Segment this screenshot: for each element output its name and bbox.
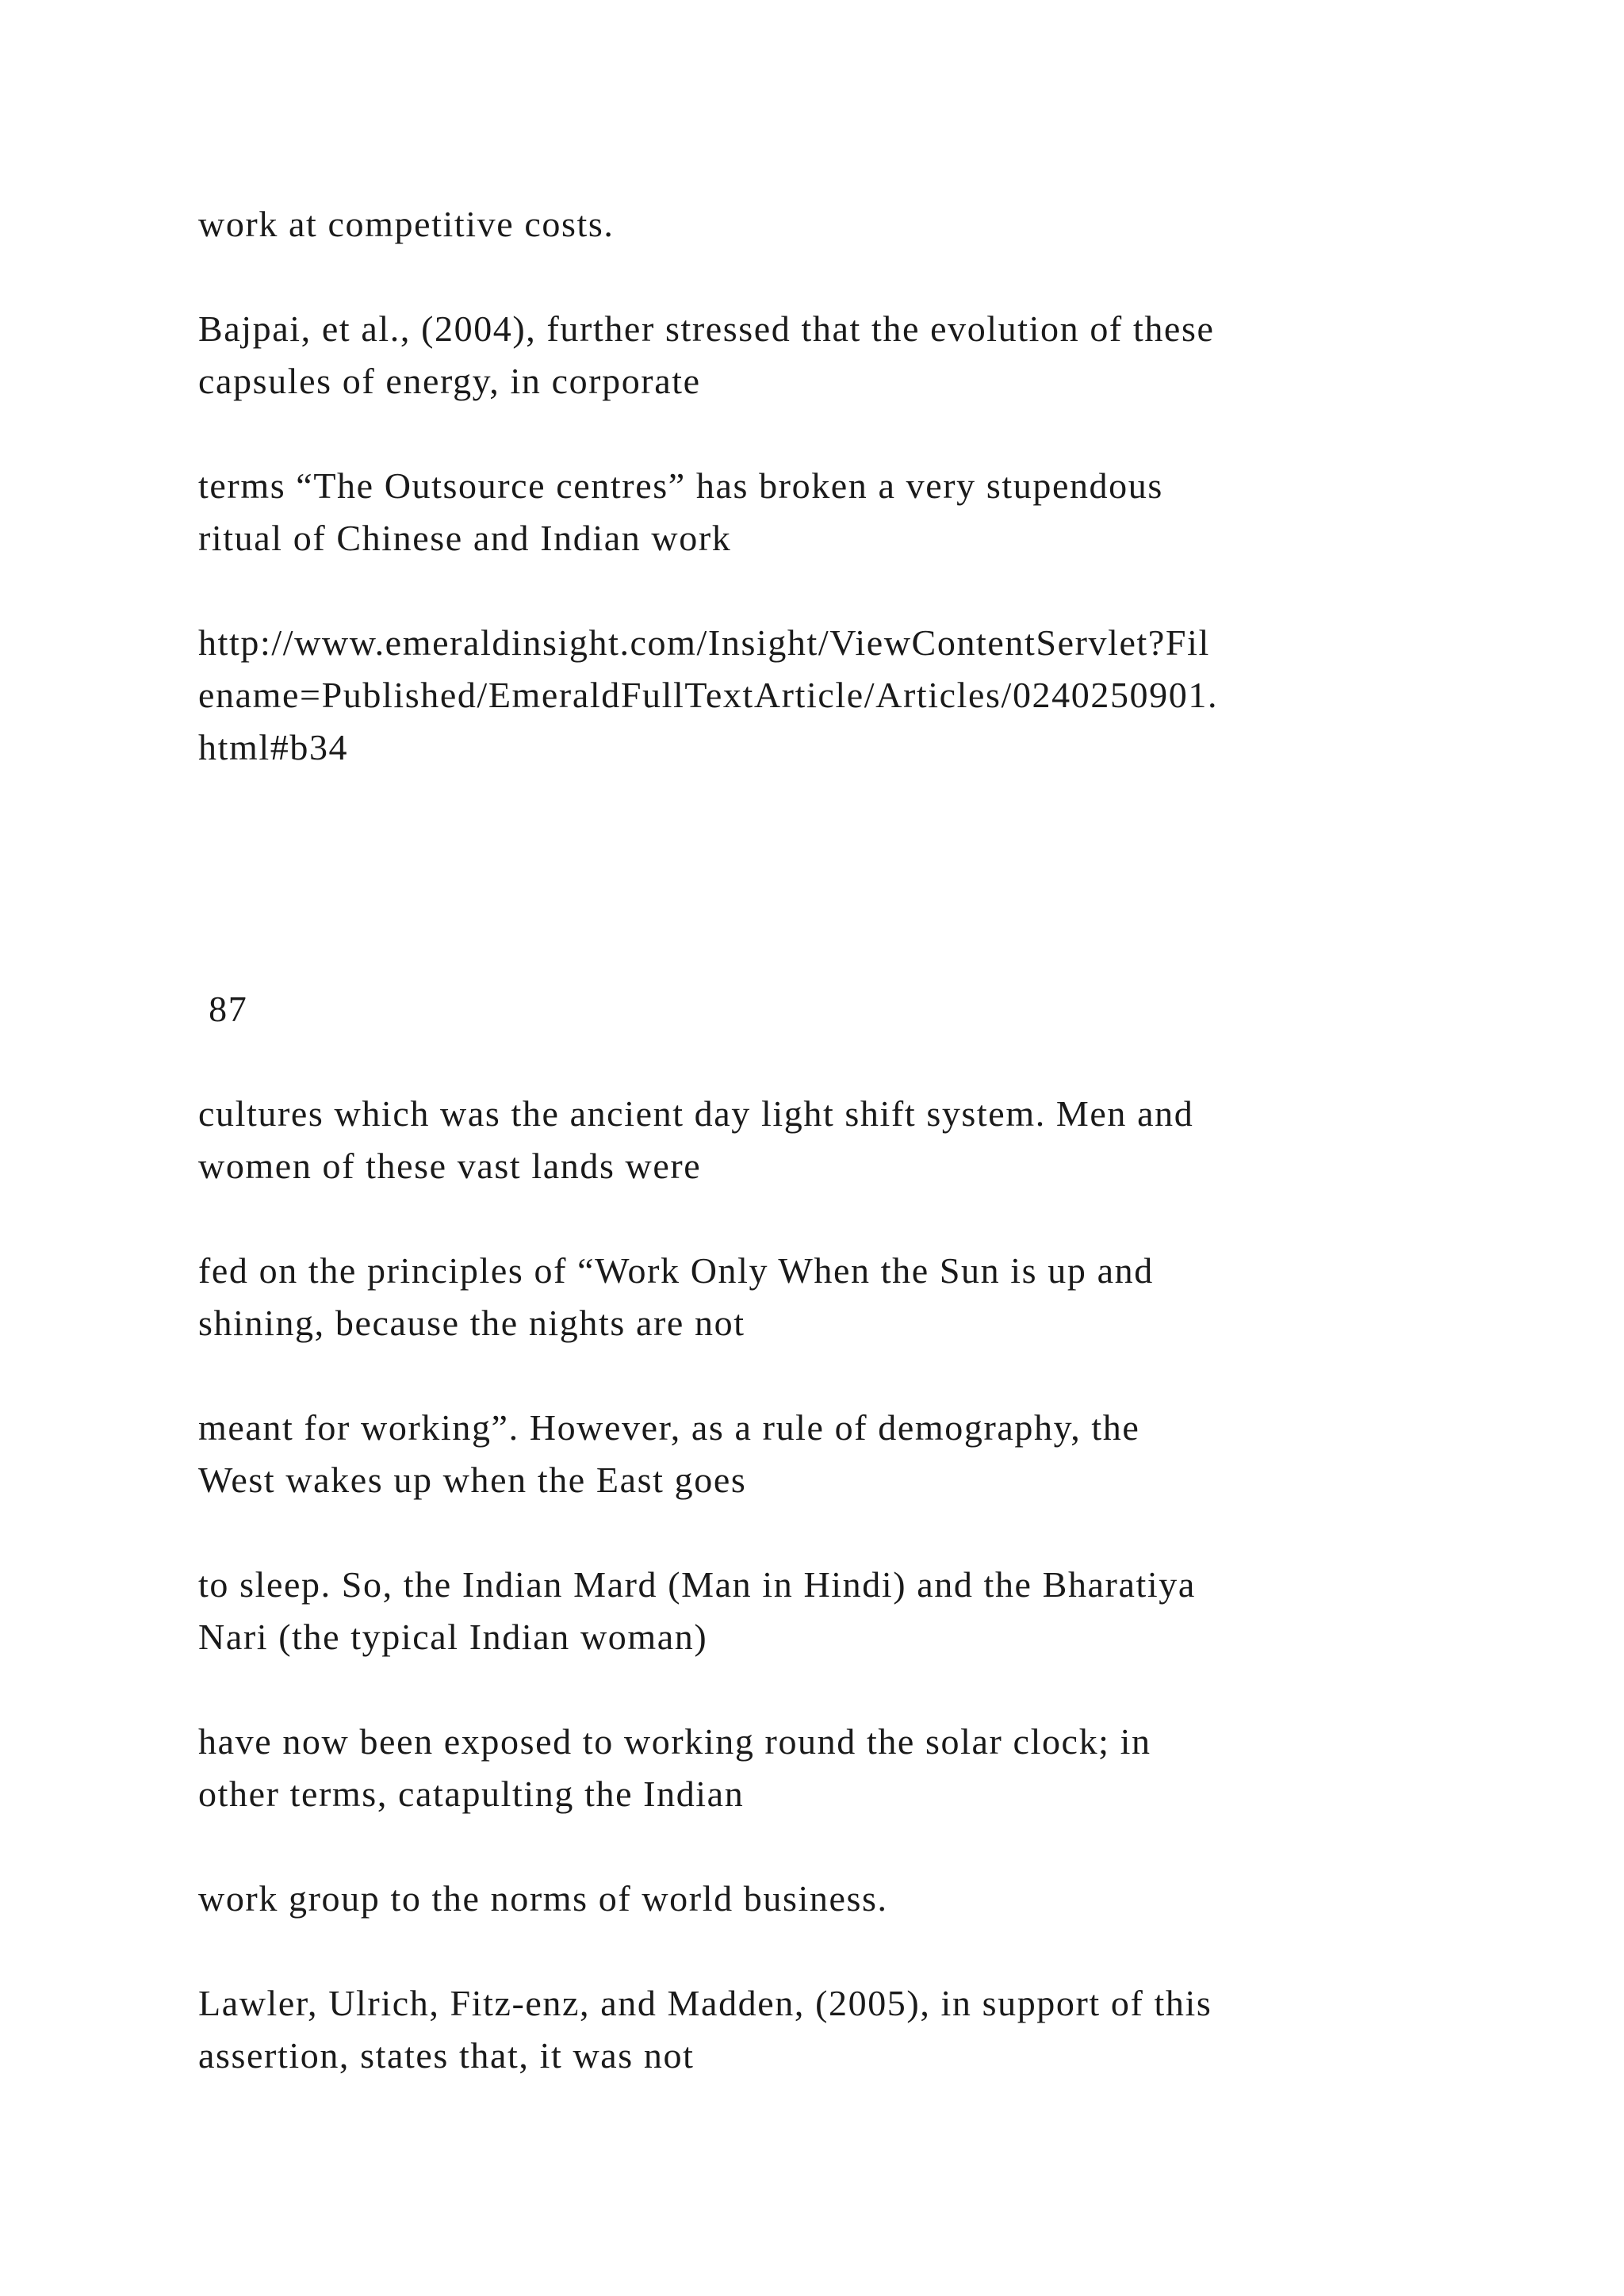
text-line: have now been exposed to working round the solar clock; in — [198, 1721, 1151, 1762]
text-line: ename=Published/EmeraldFullTextArticle/Articles/0240250901. — [198, 675, 1219, 715]
text-line: shining, because the nights are not — [198, 1303, 745, 1343]
page-number: 87 — [198, 989, 248, 1029]
text-line: other terms, catapulting the Indian — [198, 1774, 745, 1814]
text-line: fed on the principles of “Work Only When the Sun is up and — [198, 1250, 1154, 1291]
text-line: cultures which was the ancient day light shift system. Men and — [198, 1093, 1194, 1134]
text-line: capsules of energy, in corporate — [198, 361, 701, 401]
text-line: Bajpai, et al., (2004), further stressed that the evolution of these — [198, 308, 1215, 349]
text-line: work group to the norms of world business. — [198, 1878, 888, 1919]
paragraph-bajpai — [198, 303, 1483, 408]
paragraph-competitive-costs — [198, 198, 1483, 251]
paragraph-mard-nari — [198, 1559, 1483, 1663]
text-line: work at competitive costs. — [198, 204, 615, 244]
paragraph-url — [198, 617, 1483, 774]
paragraph-lawler — [198, 1977, 1483, 2082]
paragraph-cultures — [198, 1088, 1483, 1192]
text-line: to sleep. So, the Indian Mard (Man in Hindi) and the Bharatiya — [198, 1564, 1196, 1605]
text-line: West wakes up when the East goes — [198, 1460, 747, 1500]
text-line: women of these vast lands were — [198, 1146, 702, 1186]
text-line: meant for working”. However, as a rule of demography, the — [198, 1407, 1140, 1448]
text-line: ritual of Chinese and Indian work — [198, 518, 732, 558]
text-line: Nari (the typical Indian woman) — [198, 1617, 708, 1657]
text-line: assertion, states that, it was not — [198, 2035, 695, 2076]
paragraph-principles — [198, 1245, 1483, 1349]
text-line: html#b34 — [198, 727, 349, 767]
text-line: Lawler, Ulrich, Fitz-enz, and Madden, (2005), in support of this — [198, 1983, 1212, 2023]
paragraph-outsource-centres — [198, 460, 1483, 564]
paragraph-demography — [198, 1402, 1483, 1506]
text-line: http://www.emeraldinsight.com/Insight/ViewContentServlet?Fil — [198, 622, 1210, 663]
paragraph-world-business — [198, 1873, 1483, 1925]
paragraph-solar-clock — [198, 1716, 1483, 1820]
text-line: terms “The Outsource centres” has broken a very stupendous — [198, 465, 1163, 506]
